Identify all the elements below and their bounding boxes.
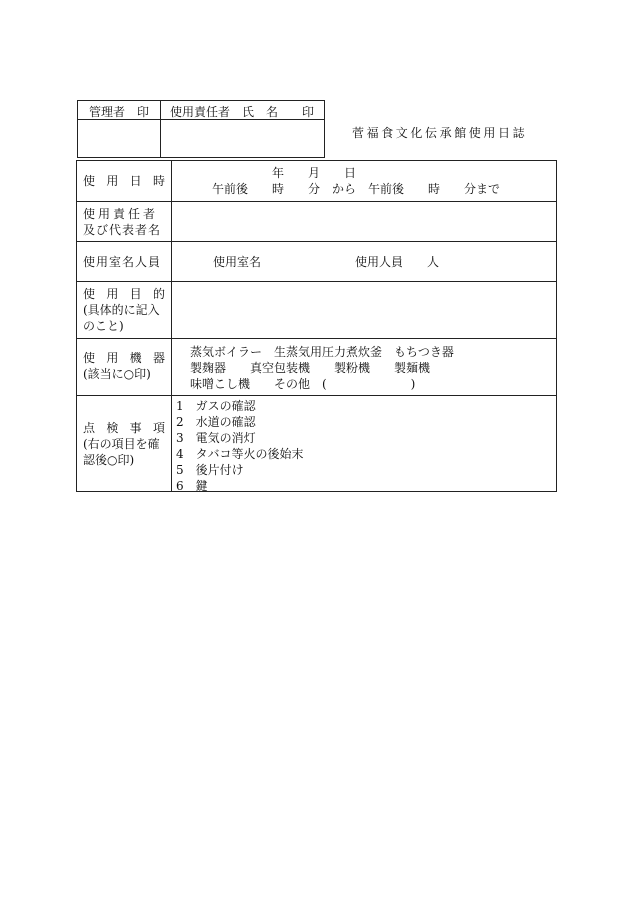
- room-label: 使用室名人員: [83, 255, 162, 269]
- room-name-label: 使用室名: [213, 255, 262, 269]
- check-item[interactable]: 4 タバコ等火の後始末: [176, 447, 304, 461]
- purpose-label-2: (具体的に記入: [83, 303, 160, 317]
- equipment-line-3: 味噌こし機 その他 ( ): [190, 377, 416, 391]
- check-item[interactable]: 5 後片付け: [176, 463, 244, 477]
- date-row: [77, 161, 556, 201]
- responsible-value-cell[interactable]: [172, 202, 556, 242]
- purpose-value-cell[interactable]: [172, 282, 556, 339]
- manager-seal-label: 管理者 印: [88, 105, 149, 119]
- room-row: [77, 241, 556, 282]
- check-label-2: (右の項目を確: [83, 437, 160, 451]
- check-row: [77, 395, 556, 491]
- document-title: 菅福食文化伝承館使用日誌: [352, 126, 528, 140]
- purpose-label-3: のこと): [83, 319, 124, 333]
- responsible-seal-label: 使用責任者 氏 名 印: [169, 105, 314, 119]
- equipment-label-1: 使 用 機 器: [83, 351, 165, 365]
- purpose-label-cell: [77, 282, 172, 339]
- room-value-cell[interactable]: [172, 242, 556, 282]
- responsible-label-1: 使用責任者: [83, 207, 159, 221]
- responsible-label-cell: [77, 202, 172, 242]
- stamp-box: [77, 100, 325, 158]
- equipment-label-cell: [77, 339, 172, 396]
- time-range: 午前後 時 分 から 午前後 時 分まで: [212, 182, 501, 196]
- check-item[interactable]: 3 電気の消灯: [176, 431, 256, 445]
- check-item[interactable]: 6 鍵: [176, 479, 208, 493]
- purpose-label-1: 使 用 目 的: [83, 287, 165, 301]
- check-label-1: 点 検 事 項: [83, 421, 165, 435]
- check-label-3: 認後○印): [83, 453, 135, 467]
- equipment-value-cell[interactable]: [172, 339, 556, 396]
- equipment-line-2: 製麹器 真空包装機 製粉機 製麺機: [190, 361, 431, 375]
- equipment-line-1: 蒸気ボイラー 生蒸気用圧力煮炊釜 もちつき器: [190, 345, 454, 359]
- people-count-label: 使用人員 人: [355, 255, 440, 269]
- room-label-cell: [77, 242, 172, 282]
- responsible-label-2: 及び代表者名: [83, 223, 162, 237]
- date-label-cell: [77, 161, 172, 201]
- usage-log-form: [76, 160, 557, 492]
- date-value-cell[interactable]: [172, 161, 556, 201]
- check-label-cell: [77, 396, 172, 491]
- date-label: 使 用 日 時: [83, 174, 165, 188]
- equipment-label-2: (該当に○印): [83, 367, 151, 381]
- check-item[interactable]: 2 水道の確認: [176, 415, 256, 429]
- responsible-row: [77, 201, 556, 242]
- purpose-row: [77, 281, 556, 339]
- equipment-row: [77, 338, 556, 396]
- check-item[interactable]: 1 ガスの確認: [176, 399, 256, 413]
- date-ymd: 年 月 日: [272, 166, 357, 180]
- check-items-cell: [172, 396, 556, 491]
